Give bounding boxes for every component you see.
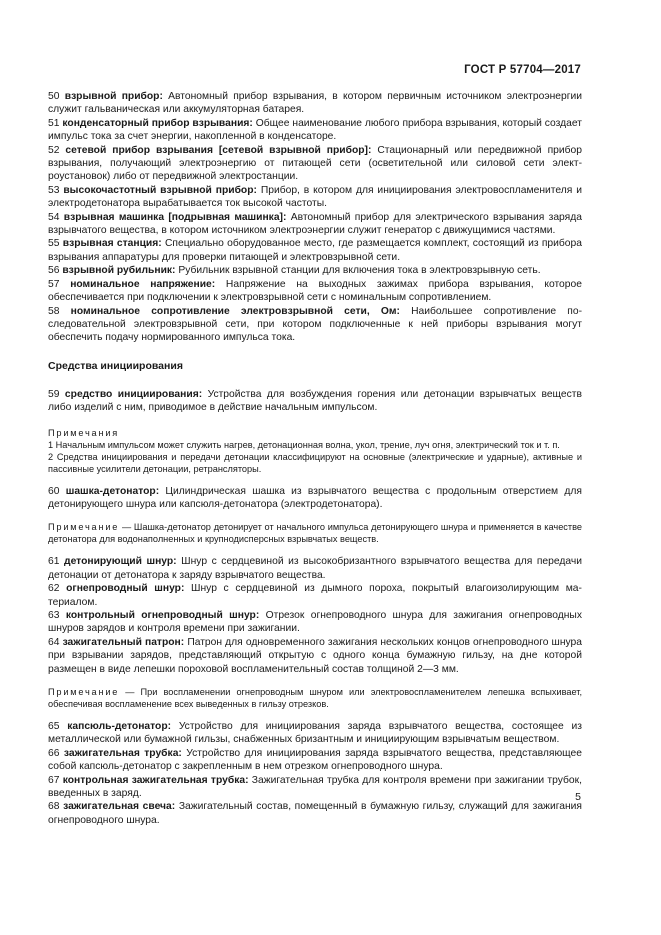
entries-group-blasting-devices: [48, 90, 582, 345]
term-entry-55: 55 взрывная станция: Специально оборудованное место, где размещается комплект, состоящий из прибора взрывания аппаратуры для проверки питающей и электровзрывной сети.: [48, 238, 582, 263]
notes-59: [48, 427, 582, 475]
term-entry-60: 60 шашка-детонатор: Цилиндрическая шашка из взрывчатого вещества с продольным отверстием для детонирующего шнура или капсюля-детонатора (электродетонатора).: [48, 485, 582, 510]
term-entry-58: 58 номинальное сопротивление электровзрывной сети, Ом: Наибольшее сопротивление последовательной электровзрывной сети, при котором подключенные к ней приборы взрывания могут обеспечить подачу нормированного импульса тока.: [48, 305, 582, 344]
term-entry-51: 51 конденсаторный прибор взрывания: Общее наименование любого прибора взрывания, который создает импульс тока за счет энергии, накопленной в конденсаторе.: [48, 117, 582, 143]
note-60: Примечание — Шашка-детонатор детонирует от начального импульса детонирующего шнура и применяется в качестве детонатора для водонаполненных и крупнодисперсных взрывчатых веществ.: [48, 522, 582, 545]
term-entry-54: 54 взрывная машинка [подрывная машинка]: Автономный прибор для электрического взрывания заряда взрывчатого вещества, в котором источником электроэнергии служит генератор с движущимися частями.: [48, 211, 582, 237]
term-entry-64: 64 зажигательный патрон: Патрон для одновременного зажигания нескольких концов огнепроводного шнура при взрывании зарядов, представляющий открытую с одного конца бумажную гильзу, на дне которой размещен в виде лепешки пороховой воспламенительный состав толщиной 2—3 мм.: [48, 636, 582, 675]
note-item-2: 2 Средства инициирования и передачи детонации классифицируют на основные (электрические и ударные), активные и пассивные усилители детонации, ретрансляторы.: [48, 451, 582, 474]
term-entry-53: 53 высокочастотный взрывной прибор: Прибор, в котором для инициирования электровоспламенителя и электродетонатора вырабатывается ток высокой частоты.: [48, 184, 582, 210]
term-entry-61: 61 детонирующий шнур: Шнур с сердцевиной из высокобризантного взрывчатого вещества для передачи детонации от детонатора к заряду взрывчатого вещества.: [48, 556, 582, 581]
term-entry-50: 50 взрывной прибор: Автономный прибор взрывания, в котором первичным источником электроэнергии служит гальваническая или аккумуляторная батарея.: [48, 91, 582, 116]
term-entry-67: 67 контрольная зажигательная трубка: Зажигательная трубка для контроля времени при зажигании трубок, введенных в заряд.: [48, 774, 582, 800]
entries-group-detonators: [48, 720, 582, 827]
term-entry-68: 68 зажигательная свеча: Зажигательный состав, помещенный в бумажную гильзу, служащий для зажигания огнепроводного шнура.: [48, 801, 582, 826]
note-label: Примечание: [48, 522, 120, 533]
term-entry-65: 65 капсюль-детонатор: Устройство для инициирования заряда взрывчатого вещества, состоящее из металлической или бумажной гильзы, снабженных бризантным и инициирующим взрывчатым веществом.: [48, 721, 582, 746]
term-entry-52: 52 сетевой прибор взрывания [сетевой взрывной прибор]: Стационарный или передвижной прибор взрывания, получающий электроэнергию от питающей сети (осветительной или силовой сети электроустановок) либо от передвижной электростанции.: [48, 144, 582, 183]
section-title: Средства инициирования: [48, 359, 183, 372]
note-item-1: 1 Начальным импульсом может служить нагрев, детонационная волна, укол, трение, луч огня, электрический ток и т. п.: [48, 439, 560, 450]
page-content: [48, 90, 582, 827]
term-entry-56: 56 взрывной рубильник: Рубильник взрывной станции для включения тока в электровзрывную сеть.: [48, 265, 541, 277]
term-entry-66: 66 зажигательная трубка: Устройство для инициирования заряда взрывчатого вещества, представляющее собой капсюль-детонатор с закрепленным в нем отрезком огнепроводного шнура.: [48, 747, 582, 773]
entries-group-fuses: [48, 555, 582, 676]
term-entry-59: 59 средство инициирования: Устройства для возбуждения горения или детонации взрывчатых веществ либо изделий с ним, приводимое в действие начальным импульсом.: [48, 388, 582, 414]
notes-label: Примечания: [48, 427, 120, 438]
document-header: ГОСТ Р 57704—2017: [464, 64, 581, 76]
term-entry-62: 62 огнепроводный шнур: Шнур с сердцевиной из дымного пороха, покрытый влагоизолирующим материалом.: [48, 583, 582, 608]
note-64: Примечание — При воспламенении огнепроводным шнуром или электровоспламенителем лепешка вспыхивает, обеспечивая воспламенение всех выведенных в гильзу отрезков.: [48, 687, 582, 709]
page-number: 5: [575, 791, 581, 803]
term-entry-63: 63 контрольный огнепроводный шнур: Отрезок огнепроводного шнура для зажигания огнепроводных шнуров зарядов и контроля времени при зажигании.: [48, 609, 582, 635]
term-entry-57: 57 номинальное напряжение: Напряжение на выходных зажимах прибора взрывания, которое обеспечивается при подключении к электровзрывной сети с номинальным сопротивлением.: [48, 278, 582, 304]
note-label: Примечание: [48, 687, 120, 697]
